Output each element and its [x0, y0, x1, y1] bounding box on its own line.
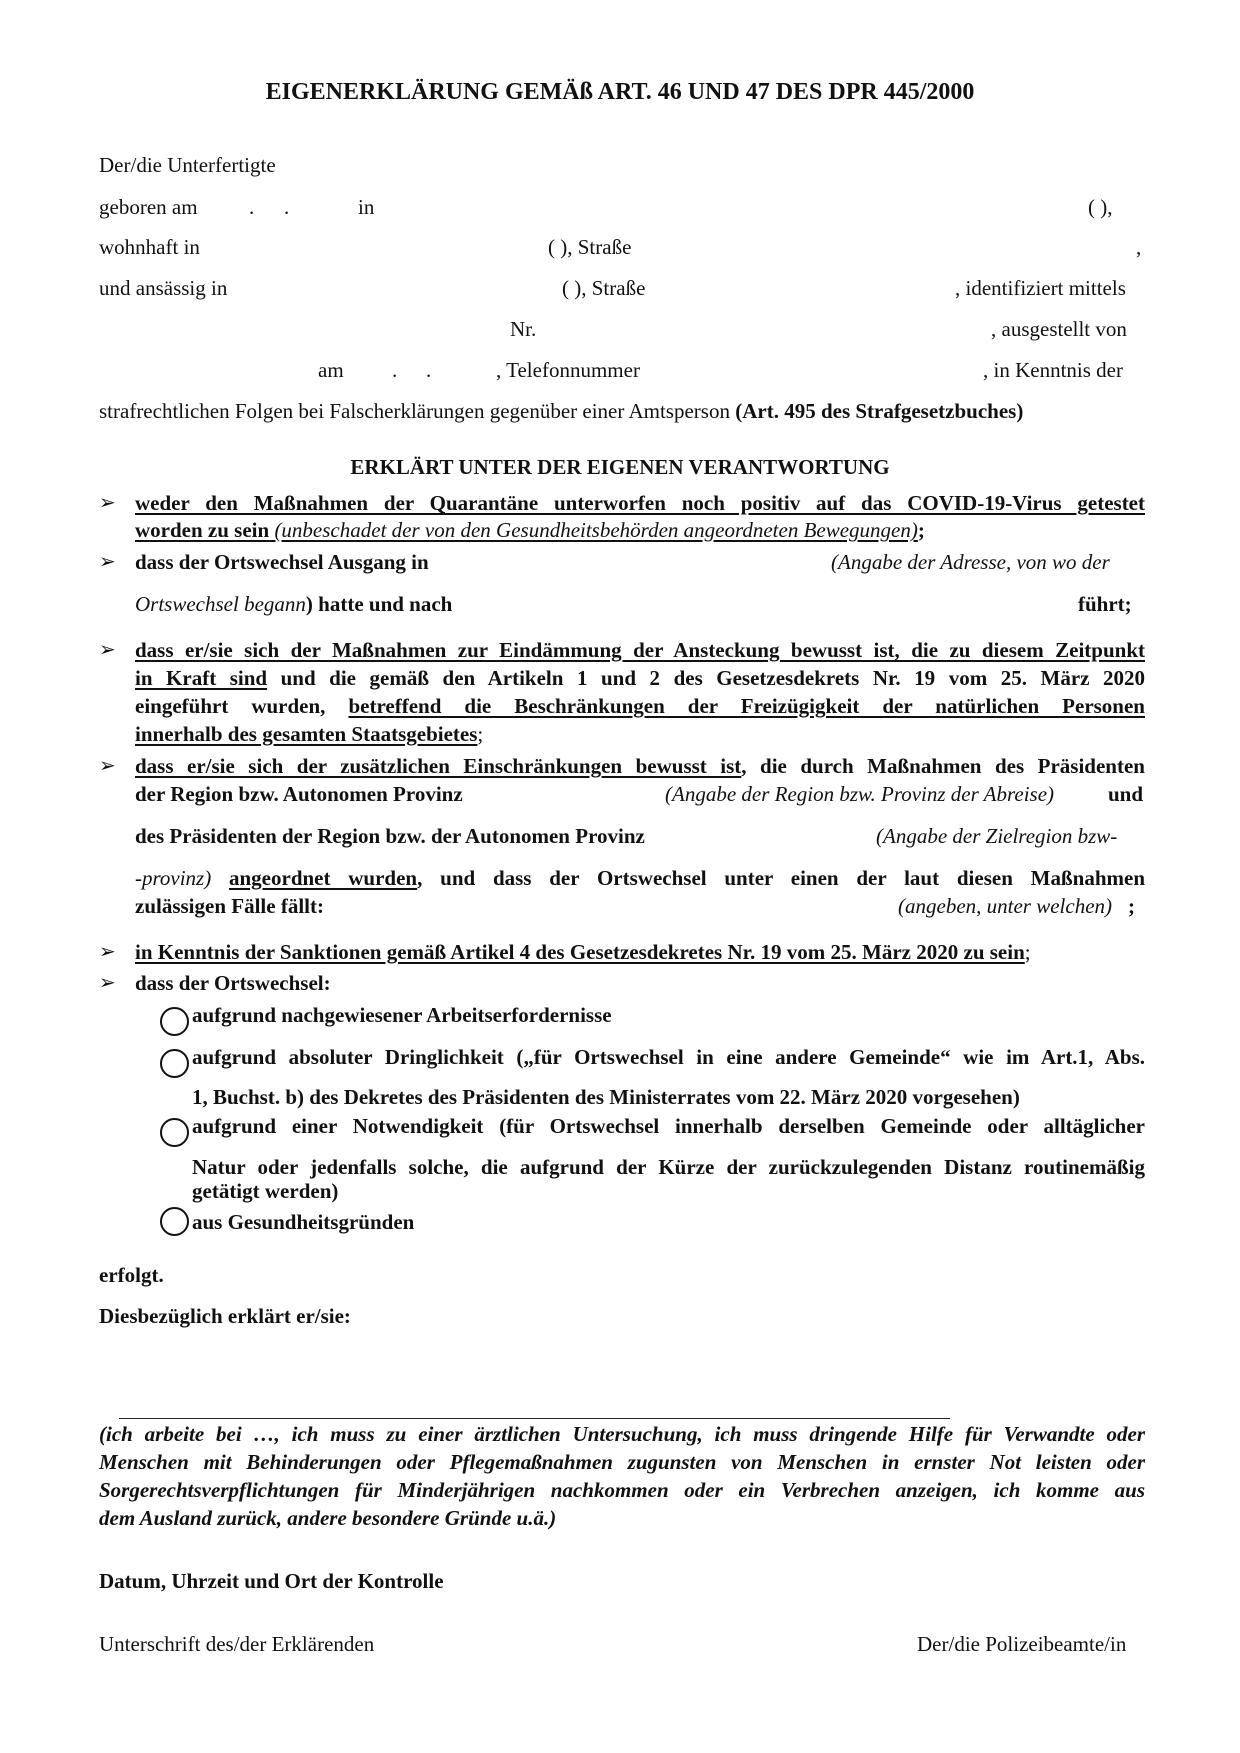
issue-date-label: am [318, 358, 344, 382]
arrow-bullet-icon: ➢ [99, 941, 116, 963]
permitted-cases-label: zulässigen Fälle fällt: [135, 894, 324, 918]
bullet-quarantine-line-1: weder den Maßnahmen der Quarantäne unterworfen noch positiv auf das COVID-19-Virus getestet [135, 491, 1145, 515]
permitted-cases-hint: (angeben, unter welchen) [898, 894, 1113, 918]
arrow-bullet-icon: ➢ [99, 551, 116, 573]
residence-comma: , [1136, 235, 1142, 259]
erfolgt-text: erfolgt. [99, 1263, 164, 1287]
quarantine-italic-note: (unbeschadet der von den Gesundheitsbehörden angeordneten Bewegungen) [269, 518, 918, 542]
region-departure-hint: (Angabe der Region bzw. Provinz der Abreise) [665, 782, 1055, 806]
option-necessity-line-1: aufgrund einer Notwendigkeit (für Ortswechsel innerhalb derselben Gemeinde oder alltäglicher [192, 1114, 1145, 1138]
domicile-province-street: ( ), Straße [562, 276, 646, 300]
option-necessity-line-2: Natur oder jedenfalls solche, die aufgrund der Kürze der zurückzulegenden Distanz routinemäßig [192, 1155, 1145, 1179]
officer-signature-label: Der/die Polizeibeamte/in [917, 1632, 1127, 1656]
quarantine-underlined-text: worden zu sein [135, 518, 270, 542]
document-title: EIGENERKLÄRUNG GEMÄß ART. 46 UND 47 DES DPR 445/2000 [265, 79, 975, 105]
bullet-restrictions-line-4 [135, 864, 1145, 892]
document-number-label: Nr. [510, 317, 537, 341]
criminal-consequences-text: strafrechtlichen Folgen bei Falscherklärungen gegenüber einer Amtsperson [99, 399, 736, 423]
decree-articles-text: und die gemäß den Artikeln 1 und 2 des Gesetzesdekrets Nr. 19 vom 25. März 2020 [267, 666, 1145, 690]
ordered-text: angeordnet wurden [229, 866, 418, 890]
in-force-text: in Kraft sind [135, 666, 268, 690]
issue-date-dot-2: . [426, 358, 432, 382]
reason-input-line[interactable] [119, 1418, 950, 1419]
examples-line-4: dem Ausland zurück, andere besondere Gründe u.ä.) [99, 1506, 557, 1530]
examples-line-2: Menschen mit Behinderungen oder Pflegemaßnahmen zugunsten von Menschen in ernster Not leisten oder [99, 1450, 1145, 1474]
region-destination-label: des Präsidenten der Region bzw. der Autonomen Provinz [135, 824, 645, 848]
permitted-cases-semicolon: ; [1128, 894, 1135, 918]
option-health-label: aus Gesundheitsgründen [192, 1210, 415, 1234]
arrow-bullet-icon: ➢ [99, 755, 116, 777]
bullet-restrictions-line-1 [135, 752, 1145, 780]
phone-label: , Telefonnummer [496, 358, 640, 382]
origin-address-hint: (Angabe der Adresse, von wo der [831, 550, 1110, 574]
arrow-bullet-icon: ➢ [99, 639, 116, 661]
residence-label: wohnhaft in [99, 235, 200, 259]
bullet-relocation-label: dass der Ortswechsel: [135, 971, 331, 995]
issue-date-dot-1: . [392, 358, 398, 382]
penal-code-reference: (Art. 495 des Strafgesetzbuches) [735, 399, 1024, 423]
bullet-quarantine-line-2 [135, 516, 925, 544]
form-line-undersigned: Der/die Unterfertigte [99, 153, 276, 177]
aware-of-label: , in Kenntnis der [983, 358, 1123, 382]
region-departure-label: der Region bzw. Autonomen Provinz [135, 782, 463, 806]
bullet-containment-line-2 [135, 664, 1145, 692]
reason-statement-label: Diesbezüglich erklärt er/sie: [99, 1304, 351, 1328]
birth-date-label: geboren am [99, 195, 198, 219]
origin-address-hint-cont: Ortswechsel begann [135, 592, 306, 616]
birth-date-dot-2: . [284, 195, 290, 219]
domicile-label: und ansässig in [99, 276, 228, 300]
option-urgency-radio[interactable] [160, 1049, 189, 1078]
arrow-bullet-icon: ➢ [99, 972, 116, 994]
introduced-text: eingeführt wurden, [135, 694, 349, 718]
region-destination-hint: (Angabe der Zielregion bzw- [876, 824, 1118, 848]
option-necessity-line-3: getätigt werden) [192, 1179, 339, 1203]
criminal-consequences-line [99, 397, 1023, 425]
option-work-radio[interactable] [160, 1007, 189, 1036]
freedom-restriction-text: betreffend die Beschränkungen der Freizügigkeit der natürlichen Personen [348, 694, 1145, 718]
bullet-containment-line-4 [135, 720, 483, 748]
president-measures-text: , die durch Maßnahmen des Präsidenten [741, 754, 1145, 778]
permitted-cases-text: , und dass der Ortswechsel unter einen der laut diesen Maßnahmen [417, 866, 1146, 890]
declarant-signature-label: Unterschrift des/der Erklärenden [99, 1632, 375, 1656]
bullet-containment-line-3 [135, 692, 1145, 720]
control-datetime-label: Datum, Uhrzeit und Ort der Kontrolle [99, 1569, 444, 1593]
bullet-destination-line [135, 590, 452, 618]
bullet-origin-label: dass der Ortswechsel Ausgang in [135, 550, 429, 574]
sanctions-text: in Kenntnis der Sanktionen gemäß Artikel 4 des Gesetzesdekretes Nr. 19 vom 25. März 2020 zu sein [135, 940, 1025, 964]
destination-end: führt; [1078, 592, 1132, 616]
option-work-label: aufgrund nachgewiesener Arbeitserfordernisse [192, 1003, 612, 1027]
examples-line-3: Sorgerechtsverpflichtungen für Minderjährigen nachkommen oder ein Verbrechen anzeigen, ich komme aus [99, 1478, 1145, 1502]
option-urgency-line-1: aufgrund absoluter Dringlichkeit („für Ortswechsel in eine andere Gemeinde“ wie im Art.1, Abs. [192, 1045, 1145, 1069]
destination-label: ) hatte und nach [305, 592, 453, 616]
option-urgency-line-2: 1, Buchst. b) des Dekretes des Präsidenten des Ministerrates vom 22. März 2020 vorgesehen) [192, 1085, 1020, 1109]
national-territory-text: innerhalb des gesamten Staatsgebietes [135, 722, 478, 746]
option-health-radio[interactable] [160, 1207, 189, 1236]
birth-date-dot-1: . [249, 195, 255, 219]
identified-by-label: , identifiziert mittels [955, 276, 1126, 300]
issued-by-label: , ausgestellt von [991, 317, 1127, 341]
containment-semicolon: ; [477, 722, 484, 746]
sanctions-semicolon: ; [1024, 940, 1031, 964]
examples-line-1: (ich arbeite bei …, ich muss zu einer ärztlichen Untersuchung, ich muss dringende Hilfe für Verwandte oder [99, 1422, 1145, 1446]
option-necessity-radio[interactable] [160, 1118, 189, 1147]
arrow-bullet-icon: ➢ [99, 492, 116, 514]
region-departure-and: und [1108, 782, 1144, 806]
bullet-containment-line-1: dass er/sie sich der Maßnahmen zur Eindämmung der Ansteckung bewusst ist, die zu diesem Zeitpunkt [135, 638, 1145, 662]
birth-place-label: in [358, 195, 375, 219]
additional-restrictions-text: dass er/sie sich der zusätzlichen Einschränkungen bewusst ist [135, 754, 742, 778]
birth-province: ( ), [1088, 195, 1113, 219]
declaration-heading: ERKLÄRT UNTER DER EIGENEN VERANTWORTUNG [350, 455, 890, 479]
region-destination-hint-cont: -provinz) [135, 866, 212, 890]
bullet-sanctions-line [135, 938, 1031, 966]
residence-province-street: ( ), Straße [548, 235, 632, 259]
quarantine-semicolon: ; [917, 518, 925, 542]
